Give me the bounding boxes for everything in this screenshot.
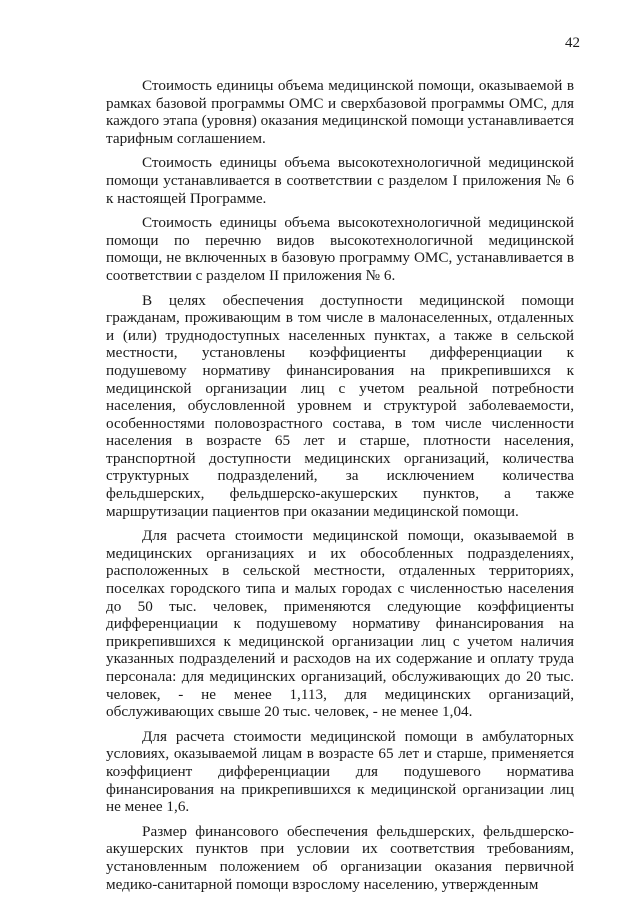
paragraph-1: Стоимость единицы объема медицинской помощи, оказываемой в рамках базовой программы ОМС и сверхбазовой программы ОМС, для каждого этапа (уровня) оказания медицинской помощи устанавливается тарифным соглашением. [106, 77, 574, 147]
paragraph-3: Стоимость единицы объема высокотехнологичной медицинской помощи по перечню видов высокотехнологичной медицинской помощи, не включенных в базовую программу ОМС, устанавливается в соответствии с разделом II приложения № 6. [106, 214, 574, 284]
page-number: 42 [565, 35, 580, 51]
paragraph-4: В целях обеспечения доступности медицинской помощи гражданам, проживающим в том числе в малонаселенных, отдаленных и (или) труднодоступных населенных пунктах, а также в сельской местности, установлены коэффициенты дифференциации к подушевому нормативу финансирования на прикрепившихся к медицинской организации лиц с учетом реальной потребности населения, обусловленной уровнем и структурой заболеваемости, особенностями половозрастного состава, в том числе численности населения в возрасте 65 лет и старше, плотности населения, транспортной доступности медицинских организаций, количества структурных подразделений, за исключением количества фельдшерских, фельдшерско-акушерских пунктов, а также маршрутизации пациентов при оказании медицинской помощи. [106, 291, 574, 520]
paragraph-6: Для расчета стоимости медицинской помощи в амбулаторных условиях, оказываемой лицам в возрасте 65 лет и старше, применяется коэффициент дифференциации для подушевого норматива финансирования на прикрепившихся к медицинской организации лиц не менее 1,6. [106, 727, 574, 816]
paragraph-7: Размер финансового обеспечения фельдшерских, фельдшерско-акушерских пунктов при условии их соответствия требованиям, установленным положением об организации оказания первичной медико-санитарной помощи взрослому населению, утвержденным [106, 822, 574, 893]
paragraph-5: Для расчета стоимости медицинской помощи, оказываемой в медицинских организациях и их обособленных подразделениях, расположенных в сельской местности, отдаленных территориях, поселках городского типа и малых городах с численностью населения до 50 тыс. человек, применяются следующие коэффициенты дифференциации к подушевому нормативу финансирования на прикрепившихся к медицинской организации лиц с учетом наличия указанных подразделений и расходов на их содержание и оплату труда персонала: для медицинских организаций, обслуживающих до 20 тыс. человек, - не менее 1,113, для медицинских организаций, обслуживающих свыше 20 тыс. человек, - не менее 1,04. [106, 527, 574, 721]
document-body [106, 77, 574, 893]
paragraph-2: Стоимость единицы объема высокотехнологичной медицинской помощи устанавливается в соответствии с разделом I приложения № 6 к настоящей Программе. [106, 154, 574, 207]
